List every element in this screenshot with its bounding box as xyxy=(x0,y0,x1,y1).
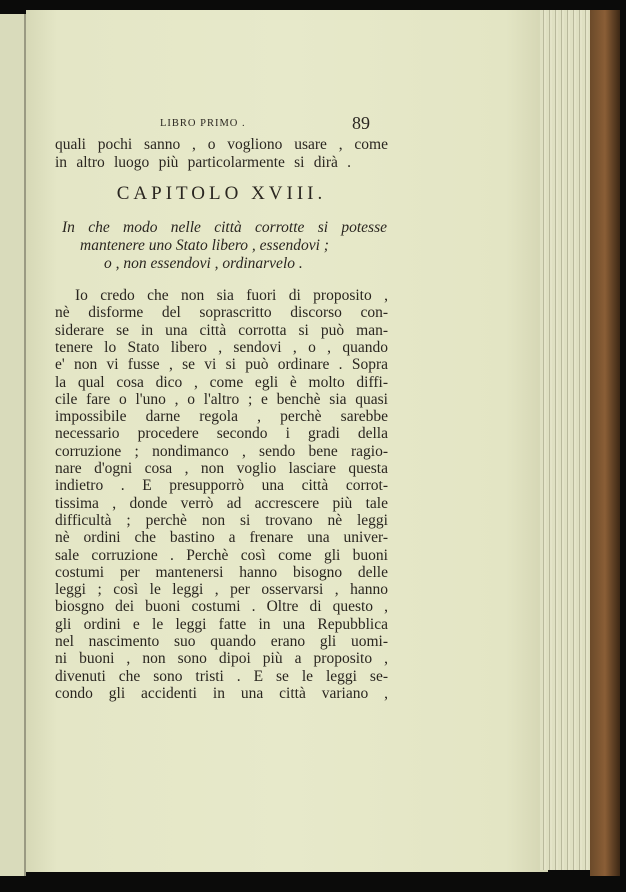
text-line: nare d'ogni cosa , non voglio lasciare questa xyxy=(55,460,388,477)
text-line: difficultà ; perchè non si trovano nè leggi xyxy=(55,511,388,529)
text-line: biosgno dei buoni costumi . Oltre di questo , xyxy=(55,598,388,616)
chapter-subtitle-line: mantenere uno Stato libero , essendovi ; xyxy=(80,237,329,254)
text-line: costumi per mantenersi hanno bisogno delle xyxy=(55,563,388,581)
facing-page-edge xyxy=(0,14,26,876)
text-line: condo gli accidenti in una città variano , xyxy=(55,684,388,702)
text-line: nè disforme del soprascritto discorso con- xyxy=(55,304,388,322)
text-line: nel nascimento suo quando erano gli uomi- xyxy=(55,633,388,650)
text-line: la qual cosa dico , come egli è molto diffi- xyxy=(55,373,388,391)
page-number: 89 xyxy=(352,113,370,133)
text-line: impossibile darne regola , perchè sarebbe xyxy=(55,408,388,426)
text-line: quali pochi sanno , o vogliono usare , come xyxy=(55,136,388,153)
text-line: tissima , donde verrò ad accrescere più tale xyxy=(55,494,388,512)
text-line: sale corruzione . Perchè così come gli buoni xyxy=(55,546,388,564)
chapter-subtitle-line: o , non essendovi , ordinarvelo . xyxy=(104,255,303,272)
text-line: siderare se in una città corrotta si può man- xyxy=(55,321,388,339)
text-line: leggi ; così le leggi , per osservarsi , hanno xyxy=(55,581,388,599)
text-line: corruzione ; nondimanco , sendo bene ragio- xyxy=(55,442,388,460)
text-line: divenuti che sono tristi . E se le leggi se- xyxy=(55,667,388,685)
chapter-subtitle-line: In che modo nelle città corrotte si potesse xyxy=(62,219,387,236)
text-line: ni buoni , non sono dipoi più a proposito , xyxy=(55,650,388,668)
text-line: necessario procedere secondo i gradi della xyxy=(55,425,388,443)
chapter-title: CAPITOLO XVIII. xyxy=(116,183,327,204)
page-edges xyxy=(540,10,592,870)
text-line: cile fare o l'uno , o l'altro ; e benchè sia quasi xyxy=(55,390,388,408)
running-title: LIBRO PRIMO . xyxy=(160,118,246,129)
text-line: e' non vi fusse , se vi si può ordinare . Sopra xyxy=(55,356,388,374)
text-line: gli ordini e le leggi fatte in una Repubblica xyxy=(55,615,388,633)
text-line: tenere lo Stato libero , sendovi , o , quando xyxy=(55,338,388,356)
text-line: Io credo che non sia fuori di proposito , xyxy=(75,287,388,304)
text-line: nè ordini che bastino a frenare una univer- xyxy=(55,529,388,547)
text-line: in altro luogo più particolarmente si dirà . xyxy=(55,154,351,171)
text-line: indietro . E presupporrò una città corrot- xyxy=(55,477,388,495)
book-cover-edge xyxy=(590,10,620,876)
